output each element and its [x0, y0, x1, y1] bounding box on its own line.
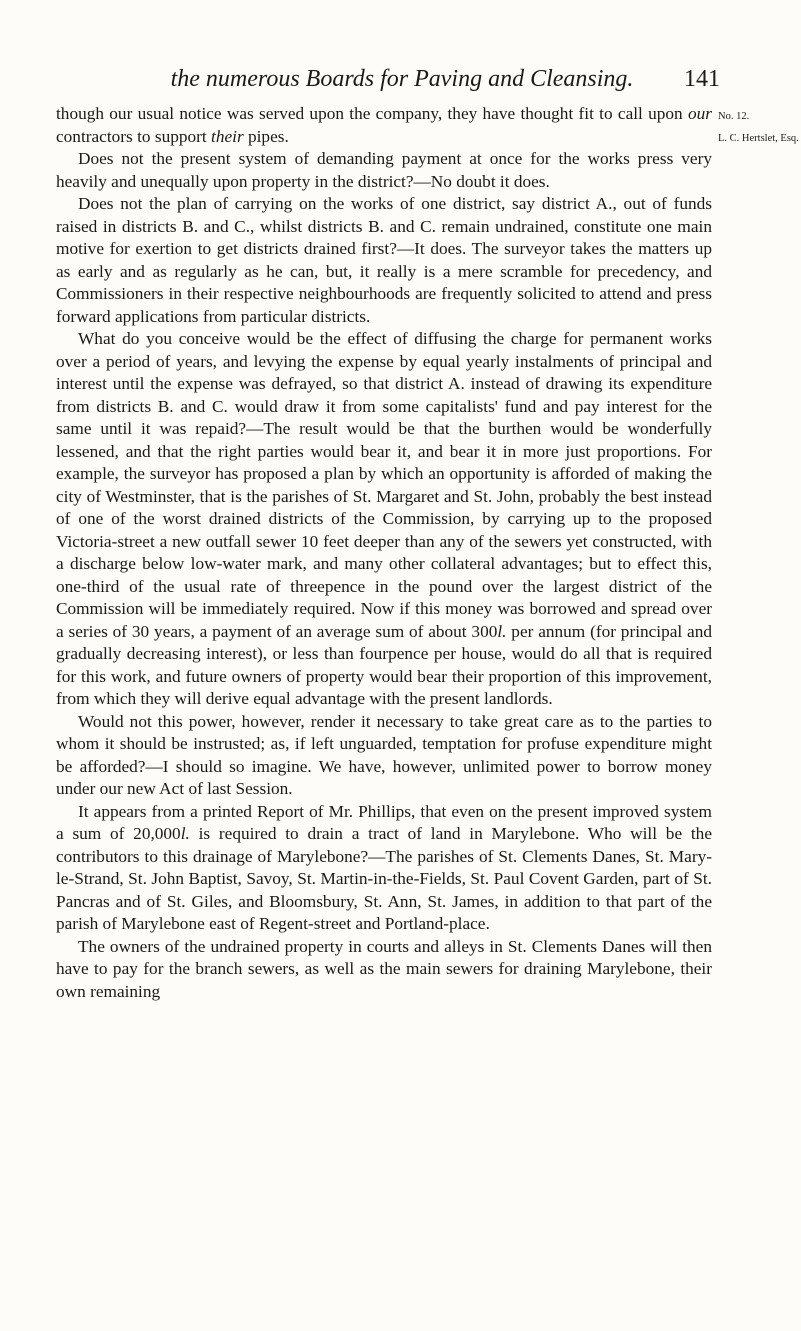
paragraph	[56, 801, 712, 936]
page-number: 141	[684, 66, 720, 92]
emphasis-text: l.	[497, 621, 507, 641]
paragraph-text: Does not the present system of demanding payment at once for the works press very heavily and unequally upon property in the district?—No doubt it does.	[56, 149, 712, 191]
running-title: the numerous Boards for Paving and Cleansing.	[170, 66, 634, 92]
paragraph-text: is required to drain a tract of land in Marylebone. Who will be the contributors to this drainage of Marylebone?—The parishes of St. Clements Danes, St. Mary-le-Strand, St. John Baptist, Savoy, St. Martin-in-the-Fields, St. Paul Covent Garden, part of St. Pancras and of St. Giles, and Bloomsbury, St. Ann, St. James, in addition to that part of the parish of Marylebone east of Regent-street and Portland-place.	[56, 824, 712, 933]
paragraph-text: It appears from a printed Report of Mr. Phillips, that even on the present improved system a sum of 20,000	[56, 801, 712, 843]
paragraph	[56, 193, 712, 328]
margin-note-number: No. 12.	[718, 111, 750, 122]
paragraph	[56, 711, 712, 801]
paragraph	[56, 936, 712, 1004]
paragraph-text: Would not this power, however, render it necessary to take great care as to the parties to whom it should be instrusted; as, if left unguarded, temptation for profuse expenditure might be afforded?—I should so imagine. We have, however, unlimited power to borrow money under our new Act of last Session.	[56, 711, 712, 798]
page-header	[144, 66, 720, 100]
body-text	[56, 103, 712, 1003]
paragraph-text: What do you conceive would be the effect of diffusing the charge for permanent works over a period of years, and levying the expense by equal yearly instalments of principal and interest until the expense was defrayed, so that district A. instead of drawing its expenditure from districts B. and C. would draw it from some capitalists' fund and pay interest for the same until it was repaid?—The result would be that the burthen would be wonderfully lessened, and that the right parties would bear it, and bear it in more just proportions. For example, the surveyor has proposed a plan by which an opportunity is afforded of making the city of Westminster, that is the parishes of St. Margaret and St. John, probably the best instead of one of the worst drained districts of the Commission, by carrying up to the proposed Victoria-street a new outfall sewer 10 feet deeper than any of the sewers yet constructed, with a discharge below low-water mark, and many other collateral advantages; but to effect this, one-third of the usual rate of threepence in the pound over the largest district of the Commission will be immediately required. Now if this money was borrowed and spread over a series of 30 years, a payment of an average sum of about 300	[56, 329, 712, 641]
emphasis-text: their	[211, 126, 244, 146]
emphasis-text: l.	[180, 824, 190, 843]
paragraph-text: per annum (for principal and gradually decreasing interest), or less than fourpence per house, would do all that is required for this work, and future owners of property would bear their proportion of this improvement, from which they will derive equal advantage with the present landlords.	[56, 621, 712, 708]
paragraph-text: Does not the plan of carrying on the works of one district, say district A., out of funds raised in districts B. and C., whilst districts B. and C. remain undrained, constitute one main motive for exertion to get districts drained first?—It does. The surveyor takes the matters up as early and as regularly as he can, but, it really is a mere scramble for precedency, and Commissioners in their respective neighbourhoods are frequently solicited to attend and press forward applications from particular districts.	[56, 194, 712, 326]
paragraph	[56, 103, 712, 148]
paragraph	[56, 148, 712, 193]
paragraph-text: The owners of the undrained property in courts and alleys in St. Clements Danes will then have to pay for the branch sewers, as well as the main sewers for draining Marylebone, their own remaining	[56, 936, 712, 1001]
emphasis-text: our	[687, 104, 712, 123]
paragraph-text: pipes.	[243, 126, 289, 146]
paragraph-text: contractors to support	[56, 126, 212, 146]
paragraph	[56, 328, 712, 711]
margin-note-witness: L. C. Hertslet, Esq.	[718, 133, 799, 144]
paragraph-text: though our usual notice was served upon the company, they have thought fit to call upon	[56, 104, 688, 123]
